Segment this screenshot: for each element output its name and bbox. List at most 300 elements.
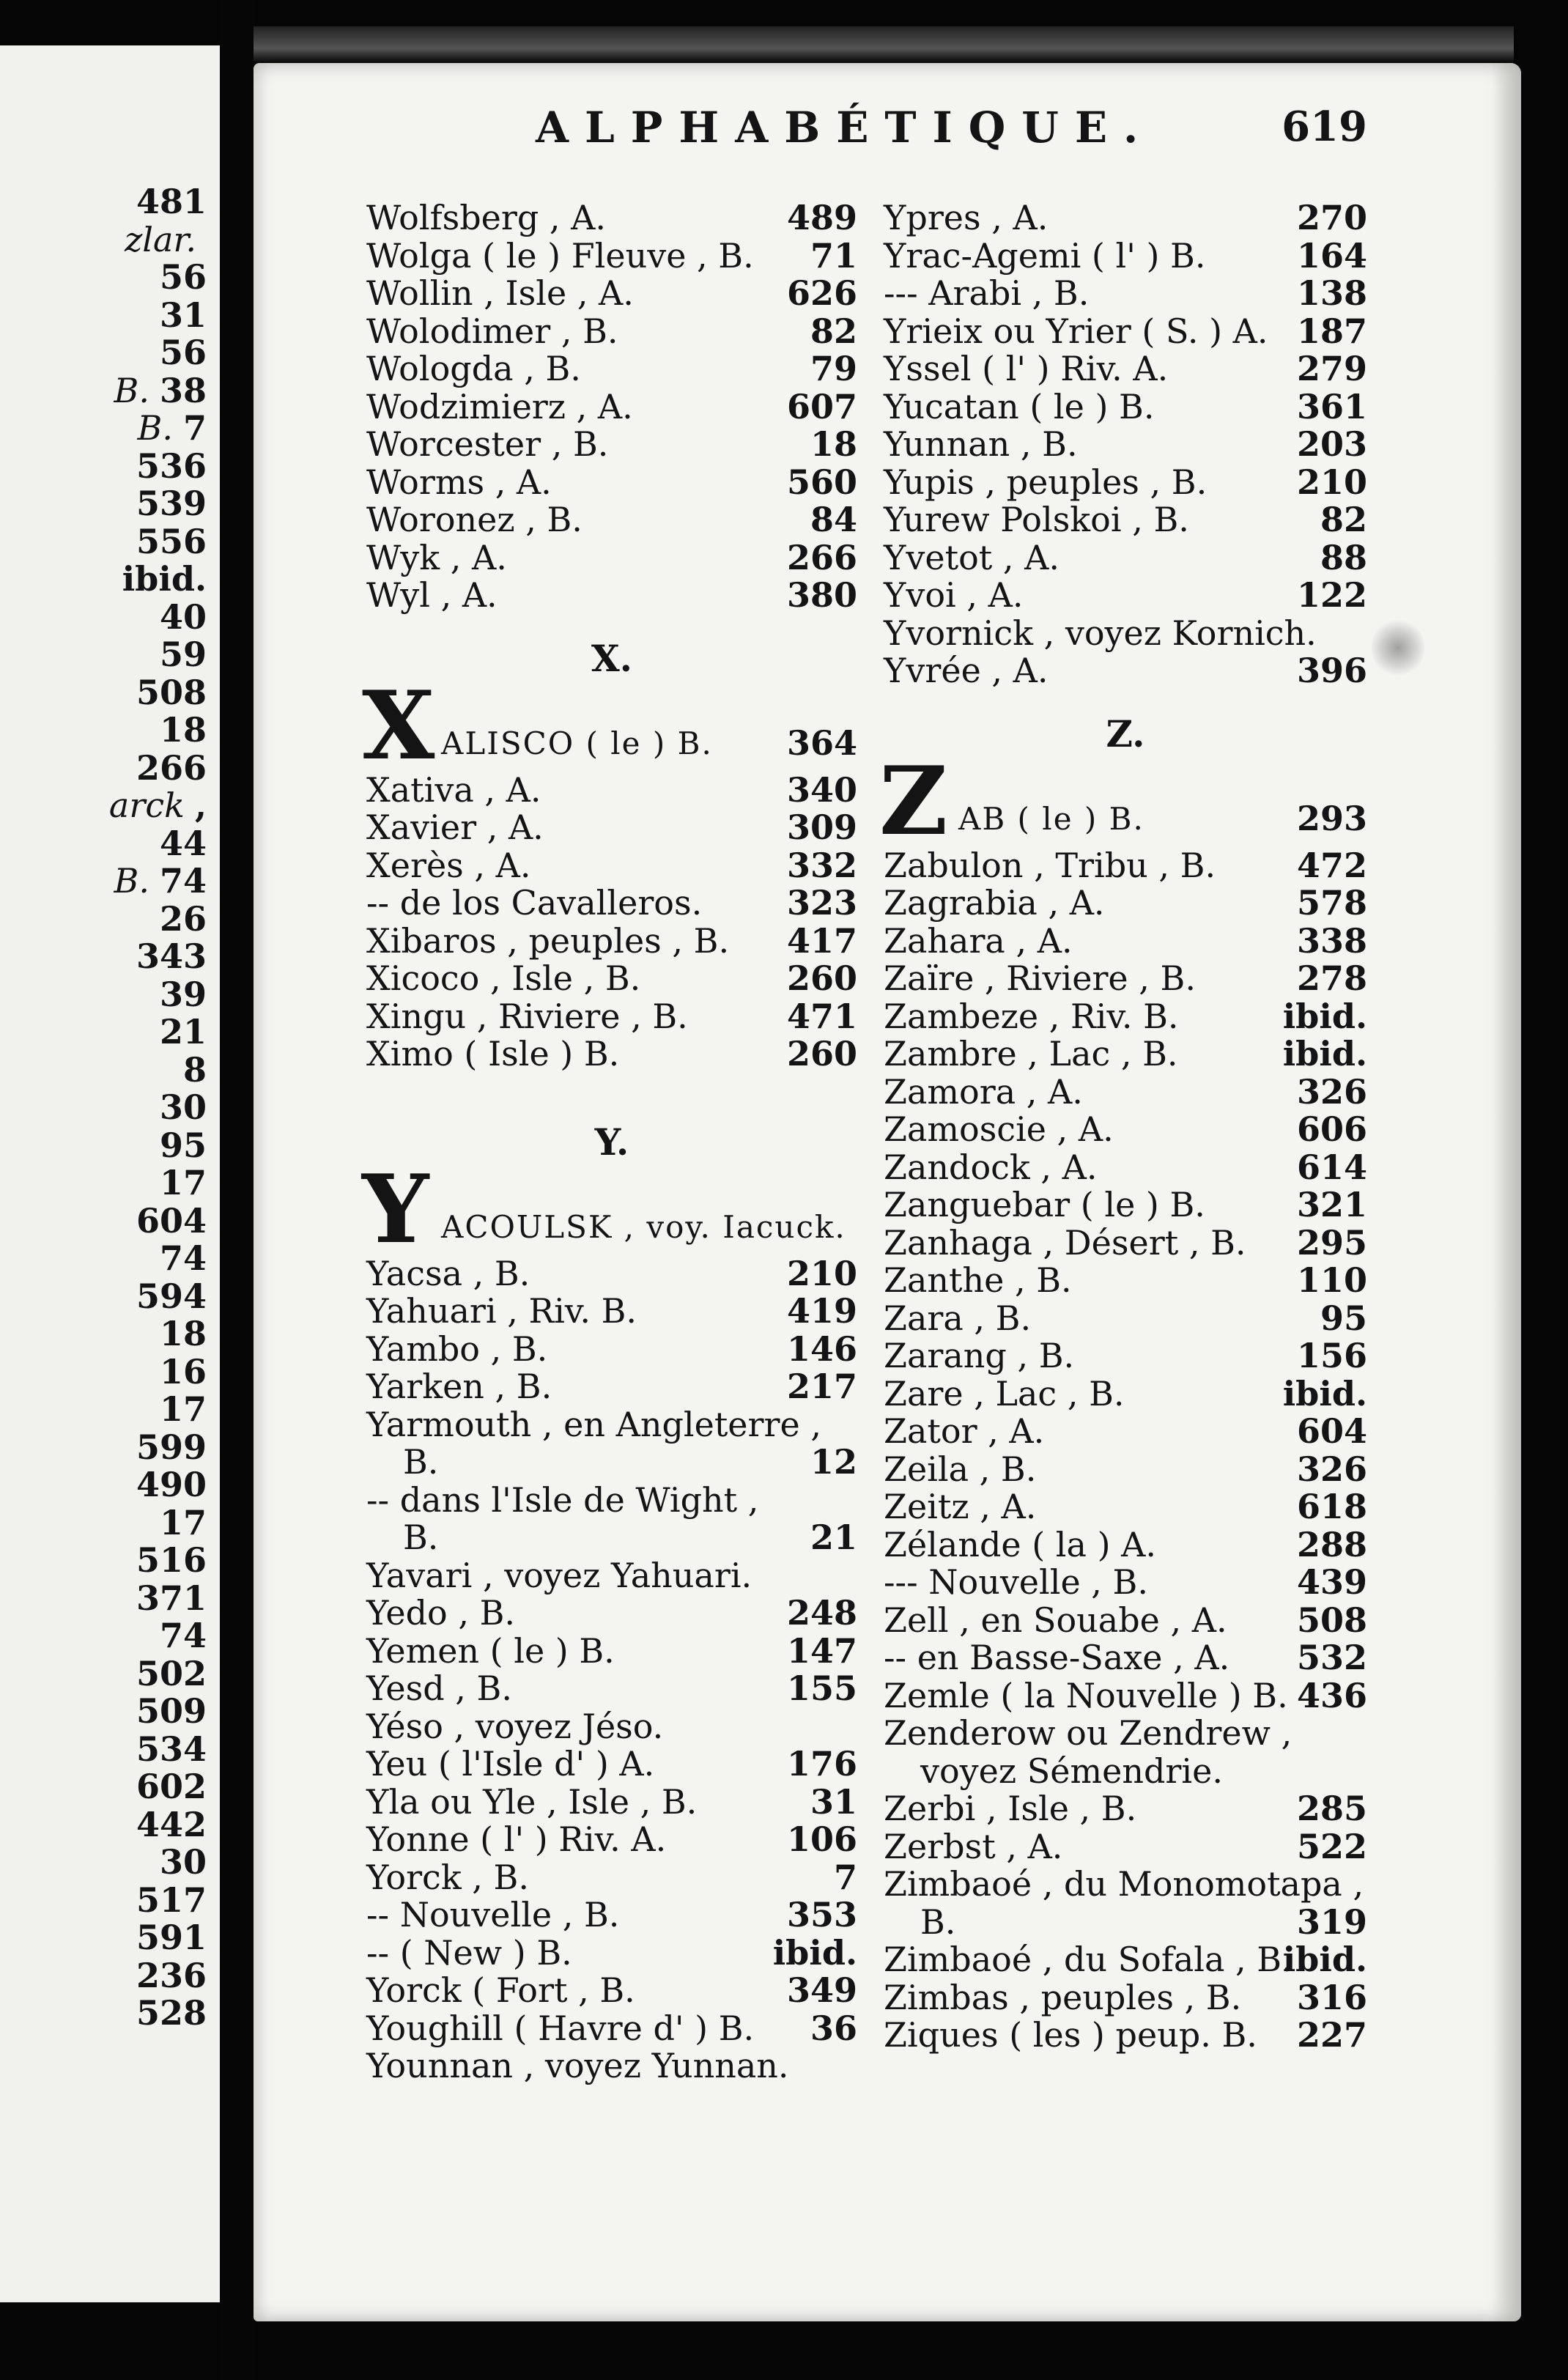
entry-term: Yvoi , A.: [884, 575, 1024, 615]
entry-term: Xingu , Riviere , B.: [366, 996, 688, 1036]
previous-page-entry: [138, 410, 207, 446]
previous-page-entry: [112, 561, 207, 597]
entry-page-number: 95: [1320, 1298, 1367, 1338]
previous-page-entry: [149, 825, 207, 862]
entry-term: Zerbst , A.: [884, 1826, 1063, 1866]
entry-page-number: 599: [136, 1427, 207, 1467]
entry-page-number: 439: [1296, 1562, 1367, 1602]
index-entry: [884, 1979, 1367, 2017]
entry-fragment: B.: [137, 408, 173, 448]
entry-term: Yesd , B.: [366, 1668, 512, 1708]
index-entry: [884, 1753, 1367, 1791]
entry-page-number: 260: [786, 1034, 857, 1073]
entry-term: Zanhaga , Désert , B.: [884, 1222, 1246, 1263]
previous-page-entry: [149, 898, 207, 939]
entry-page-number: 210: [786, 1253, 857, 1293]
entry-page-number: 71: [810, 235, 857, 276]
index-entry: [366, 1594, 857, 1633]
previous-page-entry: [126, 183, 207, 220]
index-entry: [366, 1368, 857, 1406]
entry-page-number: 74: [159, 861, 207, 901]
index-entry: [366, 464, 857, 502]
previous-page-entry: [149, 1617, 207, 1654]
index-entry: [884, 1262, 1367, 1300]
entry-page-number: 40: [159, 596, 207, 637]
previous-page-entry: [126, 1768, 207, 1805]
entry-term: Zambeze , Riv. B.: [884, 996, 1179, 1036]
index-entry: [366, 1519, 857, 1557]
previous-page-entry: [126, 485, 207, 522]
entry-page-number: 110: [1296, 1260, 1367, 1300]
entry-page-number: 36: [810, 2008, 857, 2048]
index-entry: [366, 1934, 857, 1973]
entry-term: Yvrée , A.: [884, 651, 1049, 690]
entry-term: B.: [403, 1518, 439, 1557]
entry-page-number: 471: [786, 996, 857, 1036]
book-gutter: [220, 0, 254, 2380]
previous-page-entry: [114, 372, 207, 409]
entry-page-number: 508: [1296, 1600, 1367, 1640]
entry-term: Zeitz , A.: [884, 1487, 1037, 1526]
entry-page-number: 578: [1296, 883, 1367, 923]
previous-page-entry: [149, 1353, 207, 1390]
index-entry: [884, 1073, 1367, 1112]
index-entry: [366, 237, 857, 276]
entry-term: -- en Basse-Saxe , A.: [884, 1638, 1230, 1677]
entry-page-number: 489: [786, 198, 857, 237]
entry-term: Zimbas , peuples , B.: [884, 1977, 1242, 2017]
index-entry: [884, 237, 1367, 276]
previous-page-entry: [149, 1315, 207, 1352]
previous-page-entry: [126, 1466, 207, 1503]
entry-term: Yavari , voyez Yahuari.: [366, 1555, 752, 1595]
index-entry: [884, 275, 1367, 313]
entry-term: Wyk , A.: [366, 537, 507, 577]
entry-page-number: 278: [1296, 958, 1367, 998]
index-entry: [884, 1564, 1367, 1602]
index-entry: [884, 920, 1367, 961]
entry-page-number: 343: [136, 936, 207, 976]
page-top-shadow: [254, 26, 1514, 63]
index-entry: [366, 2047, 857, 2085]
entry-page-number: 147: [786, 1630, 857, 1671]
entry-page-number: 349: [786, 1970, 857, 2010]
previous-page-entry: [149, 1504, 207, 1541]
entry-page-number: 380: [786, 575, 857, 615]
index-entry: [884, 1790, 1367, 1828]
entry-page-number: 560: [786, 462, 857, 502]
previous-page-entry: [126, 1542, 207, 1578]
entry-page-number: 18: [159, 1314, 207, 1353]
index-entry: [884, 313, 1367, 351]
entry-term: Yemen ( le ) B.: [366, 1630, 615, 1671]
entry-page-number: 323: [786, 883, 857, 923]
entry-page-number: 260: [786, 958, 857, 998]
entry-page-number: 95: [159, 1125, 207, 1165]
previous-page-entry: [126, 938, 207, 975]
section-heading-x: X.: [591, 636, 633, 680]
previous-page-entry: [126, 1731, 207, 1767]
index-entry: [884, 998, 1367, 1036]
entry-term: Yunnan , B.: [884, 424, 1078, 464]
entry-page-number: 84: [810, 500, 857, 539]
index-entry: [884, 426, 1367, 464]
entry-page-number: 602: [136, 1767, 207, 1806]
page-number: 619: [1282, 103, 1367, 151]
index-entry: [884, 1677, 1367, 1715]
entry-term: Zambre , Lac , B.: [884, 1034, 1178, 1073]
index-entry: [884, 199, 1367, 237]
index-entry: [884, 615, 1367, 653]
entry-term: Yahuari , Riv. B.: [366, 1291, 637, 1331]
entry-term: Zare , Lac , B.: [884, 1373, 1125, 1413]
index-entry: [366, 960, 857, 998]
entry-term: Zaïre , Riviere , B.: [884, 958, 1196, 998]
entry-page-number: 156: [1296, 1336, 1367, 1375]
index-entry: [884, 652, 1367, 690]
index-column-right: [879, 198, 1367, 2055]
entry-page-number: 364: [786, 722, 857, 763]
entry-page-number: 266: [786, 537, 857, 577]
entry-page-number: 122: [1296, 575, 1367, 615]
entry-page-number: 210: [1296, 462, 1367, 502]
entry-page-number: 508: [136, 672, 207, 712]
index-entry: [366, 388, 857, 426]
previous-page-strip: [0, 45, 221, 2302]
entry-page-number: 502: [136, 1653, 207, 1693]
index-entry: [366, 275, 857, 313]
previous-page-entry: [126, 674, 207, 711]
entry-page-number: 18: [810, 424, 857, 464]
section-lead-entry-z: [879, 746, 1367, 857]
entry-term: B.: [403, 1442, 439, 1482]
entry-term: Zanguebar ( le ) B.: [884, 1185, 1205, 1224]
entry-page-number: 74: [159, 1616, 207, 1655]
index-entry: [366, 1708, 857, 1746]
index-entry: [366, 847, 857, 885]
entry-term: Ximo ( Isle ) B.: [366, 1034, 620, 1073]
index-entry: [884, 464, 1367, 502]
entry-term: ACOULSK , voy. Iacuck.: [441, 1208, 846, 1245]
entry-term: Yarken , B.: [366, 1367, 552, 1406]
entry-page-number: 419: [786, 1291, 857, 1331]
entry-term: Zimbaoé , du Sofala , B.: [884, 1940, 1293, 1979]
entry-page-number: 138: [1296, 273, 1367, 313]
entry-page-number: 16: [159, 1351, 207, 1392]
index-entry: [366, 1479, 857, 1520]
previous-page-entry: [149, 712, 207, 748]
entry-page-number: 326: [1296, 1071, 1367, 1112]
index-entry: [366, 577, 857, 615]
entry-page-number: ,: [194, 786, 207, 825]
entry-page-number: 82: [810, 311, 857, 351]
index-entry: [884, 1639, 1367, 1677]
index-entry: [884, 1941, 1367, 1979]
entry-fragment: B.: [114, 861, 149, 901]
index-entry: [366, 920, 857, 961]
entry-page-number: 279: [1296, 349, 1367, 388]
index-entry: [366, 1745, 857, 1784]
entry-term: -- Nouvelle , B.: [366, 1895, 620, 1934]
index-entry: [366, 1255, 857, 1293]
entry-term: Zeila , B.: [884, 1449, 1037, 1489]
entry-page-number: 203: [1296, 424, 1367, 464]
entry-page-number: 39: [159, 974, 207, 1014]
index-entry: [366, 426, 857, 464]
entry-page-number: 319: [1296, 1902, 1367, 1942]
entry-term: Yrieix ou Yrier ( S. ) A.: [884, 311, 1268, 351]
entry-term: Yssel ( l' ) Riv. A.: [884, 349, 1169, 388]
entry-term: Ypres , A.: [884, 198, 1049, 237]
entry-page-number: 442: [136, 1804, 207, 1844]
index-entry: [884, 1186, 1367, 1224]
entry-page-number: 26: [159, 898, 207, 939]
entry-term: Xibaros , peuples , B.: [366, 920, 730, 961]
previous-page-entry: [126, 1580, 207, 1616]
entry-term: B.: [920, 1902, 956, 1942]
index-entry: [884, 1300, 1367, 1338]
entry-term: Xativa , A.: [366, 769, 541, 810]
entry-page-number: 509: [136, 1691, 207, 1731]
entry-term: Yla ou Yle , Isle , B.: [366, 1781, 698, 1822]
entry-page-number: 353: [786, 1895, 857, 1934]
index-entry: [884, 577, 1367, 615]
index-entry: [366, 1821, 857, 1859]
entry-term: Wyl , A.: [366, 575, 498, 615]
entry-page-number: 532: [1296, 1638, 1367, 1677]
entry-term: Yupis , peuples , B.: [884, 462, 1208, 502]
index-entry: [366, 1630, 857, 1671]
entry-page-number: 236: [136, 1955, 207, 1995]
entry-page-number: 17: [159, 1389, 207, 1429]
previous-page-entry: [149, 1127, 207, 1164]
entry-term: --- Arabi , B.: [884, 273, 1090, 313]
entry-term: Zabulon , Tribu , B.: [884, 845, 1216, 885]
previous-page-entry: [126, 1806, 207, 1843]
index-entry: [366, 501, 857, 539]
entry-term: Wolga ( le ) Fleuve , B.: [366, 235, 754, 276]
entry-page-number: 436: [1296, 1675, 1367, 1715]
entry-page-number: 217: [786, 1367, 857, 1406]
entry-term: Xerès , A.: [366, 845, 531, 885]
entry-term: Zator , A.: [884, 1411, 1045, 1451]
entry-page-number: 417: [786, 920, 857, 961]
entry-page-number: 516: [136, 1540, 207, 1580]
entry-term: -- ( New ) B.: [366, 1932, 572, 1973]
entry-page-number: 614: [1296, 1147, 1367, 1187]
previous-page-entry: [149, 1391, 207, 1427]
index-entry: [366, 1859, 857, 1897]
x-entries: [366, 769, 857, 1073]
index-entry: [884, 1715, 1367, 1753]
index-entry: [366, 1896, 857, 1934]
entry-page-number: 44: [159, 823, 207, 863]
index-entry: [366, 1670, 857, 1708]
entry-page-number: 164: [1296, 235, 1367, 276]
index-entry: [884, 2017, 1367, 2055]
index-entry: [884, 350, 1367, 388]
entry-term: Yorck , B.: [366, 1857, 529, 1897]
previous-page-entry: [149, 596, 207, 637]
entry-term: Xicoco , Isle , B.: [366, 958, 641, 998]
entry-term: Wodzimierz , A.: [366, 386, 633, 426]
entry-term: voyez Sémendrie.: [920, 1751, 1223, 1791]
entry-page-number: 12: [810, 1442, 857, 1482]
index-entry: [884, 388, 1367, 426]
previous-page-entry: [114, 862, 207, 899]
entry-page-number: 396: [1296, 651, 1367, 690]
entry-page-number: 481: [136, 182, 207, 221]
entry-page-number: 38: [159, 370, 207, 410]
entry-page-number: 8: [182, 1049, 207, 1090]
entry-term: ALISCO ( le ) B.: [441, 725, 713, 761]
previous-page-entry: [126, 747, 207, 788]
entry-term: Zanthe , B.: [884, 1260, 1072, 1300]
index-entry: [884, 1375, 1367, 1413]
entry-term: Yorck ( Fort , B.: [366, 1970, 635, 2010]
entry-page-number: 295: [1296, 1222, 1367, 1263]
entry-page-number: 517: [136, 1880, 207, 1920]
entry-page-number: 293: [1296, 798, 1367, 838]
index-entry: [366, 1972, 857, 2010]
index-entry: [366, 809, 857, 847]
entry-page-number: 618: [1296, 1487, 1367, 1526]
entry-page-number: 321: [1296, 1185, 1367, 1224]
index-entry: [366, 199, 857, 237]
entry-page-number: 536: [136, 446, 207, 486]
previous-page-entry: [126, 1655, 207, 1692]
entry-page-number: 18: [159, 710, 207, 750]
index-entry: [366, 1781, 857, 1822]
running-head: [283, 103, 1367, 161]
entry-page-number: 146: [786, 1328, 857, 1369]
previous-page-entry: [149, 976, 207, 1013]
index-entry: [366, 769, 857, 810]
entry-page-number: 534: [136, 1729, 207, 1769]
entry-term: Zélande ( la ) A.: [884, 1524, 1156, 1564]
index-entry: [884, 884, 1367, 923]
entry-page-number: 176: [786, 1744, 857, 1784]
index-entry: [884, 1526, 1367, 1564]
section-heading-z: Z.: [1106, 712, 1145, 755]
index-entry: [884, 1488, 1367, 1526]
entry-page-number: 539: [136, 484, 207, 523]
index-entry: [366, 998, 857, 1036]
index-entry: [366, 1035, 857, 1073]
entry-term: -- dans l'Isle de Wight ,: [366, 1479, 759, 1520]
index-column-left: [362, 198, 857, 2085]
entry-term: Zarang , B.: [884, 1336, 1075, 1375]
entry-page-number: 490: [136, 1465, 207, 1504]
entry-page-number: 270: [1296, 198, 1367, 237]
entry-page-number: 82: [1320, 500, 1367, 539]
entry-page-number: 556: [136, 521, 207, 561]
previous-page-entry: [126, 448, 207, 484]
entry-term: Wolfsberg , A.: [366, 198, 607, 237]
entry-term: Wologda , B.: [366, 349, 581, 388]
index-entry: [366, 1557, 857, 1595]
entry-page-number: 31: [159, 295, 207, 335]
index-entry: [884, 847, 1367, 885]
entry-term: Worms , A.: [366, 462, 552, 502]
index-entry: [884, 1413, 1367, 1451]
entry-term: Yvetot , A.: [884, 537, 1059, 577]
entry-term: Xavier , A.: [366, 808, 544, 847]
index-entry: [366, 1328, 857, 1369]
ink-stain: [1372, 617, 1424, 679]
previous-page-entry: [149, 1164, 207, 1201]
entry-term: Zahara , A.: [884, 920, 1073, 961]
entry-term: Youghill ( Havre d' ) B.: [366, 2008, 755, 2048]
entry-page-number: ibid.: [1282, 1373, 1367, 1413]
entry-term: Zerbi , Isle , B.: [884, 1789, 1137, 1828]
index-entry: [366, 1406, 857, 1444]
index-entry: [884, 1111, 1367, 1149]
entry-term: Wolodimer , B.: [366, 311, 618, 351]
index-entry: [884, 960, 1367, 998]
entry-term: Yonne ( l' ) Riv. A.: [366, 1819, 667, 1859]
entry-term: --- Nouvelle , B.: [884, 1562, 1148, 1602]
index-entry: [884, 1904, 1367, 1942]
previous-page-entry: [126, 1919, 207, 1956]
previous-page-entry: [126, 1957, 207, 1994]
entry-page-number: 522: [1296, 1826, 1367, 1866]
entry-page-number: 56: [159, 333, 207, 372]
entry-page-number: 74: [159, 1238, 207, 1278]
index-entry: [884, 539, 1367, 577]
entry-page-number: 285: [1296, 1789, 1367, 1828]
entry-page-number: ibid.: [1282, 1034, 1367, 1073]
entry-term: Yucatan ( le ) B.: [884, 386, 1155, 426]
previous-page-entry: [149, 1089, 207, 1126]
previous-page-entry: [173, 1049, 207, 1090]
entry-term: Zagrabia , A.: [884, 883, 1105, 923]
entry-page-number: ibid.: [772, 1932, 857, 1973]
entry-page-number: 155: [786, 1668, 857, 1708]
entry-term: Ziques ( les ) peup. B.: [884, 2015, 1257, 2055]
index-entry: [366, 350, 857, 388]
previous-page-entry: [126, 1202, 207, 1239]
entry-term: Zimbaoé , du Monomotapa ,: [884, 1864, 1364, 1904]
entry-page-number: 604: [1296, 1411, 1367, 1451]
index-entry: [884, 501, 1367, 539]
entry-page-number: 607: [786, 386, 857, 426]
previous-page-entry: [126, 1882, 207, 1918]
entry-page-number: 21: [810, 1518, 857, 1557]
previous-page-entry: [149, 636, 207, 673]
entry-page-number: 371: [136, 1578, 207, 1618]
previous-page-entry: [125, 221, 207, 258]
entry-term: Zenderow ou Zendrew ,: [884, 1713, 1293, 1753]
entry-term: Woronez , B.: [366, 500, 583, 539]
entry-term: Younnan , voyez Yunnan.: [366, 2046, 789, 2085]
y-entries-right: [884, 199, 1367, 690]
drop-initial: Y: [362, 1154, 429, 1265]
previous-page-entry: [149, 297, 207, 333]
entry-page-number: 472: [1296, 845, 1367, 885]
entry-term: Yurew Polskoi , B.: [884, 500, 1189, 539]
previous-page-entry: [149, 1013, 207, 1050]
entry-page-number: 79: [810, 349, 857, 388]
entry-page-number: 248: [786, 1593, 857, 1633]
index-entry: [366, 884, 857, 923]
section-lead-entry-y: [362, 1154, 857, 1265]
previous-page-entry: [126, 1278, 207, 1315]
index-entry: [884, 1337, 1367, 1375]
index-entry: [366, 539, 857, 577]
w-entries: [366, 199, 857, 615]
entry-page-number: 604: [136, 1200, 207, 1241]
